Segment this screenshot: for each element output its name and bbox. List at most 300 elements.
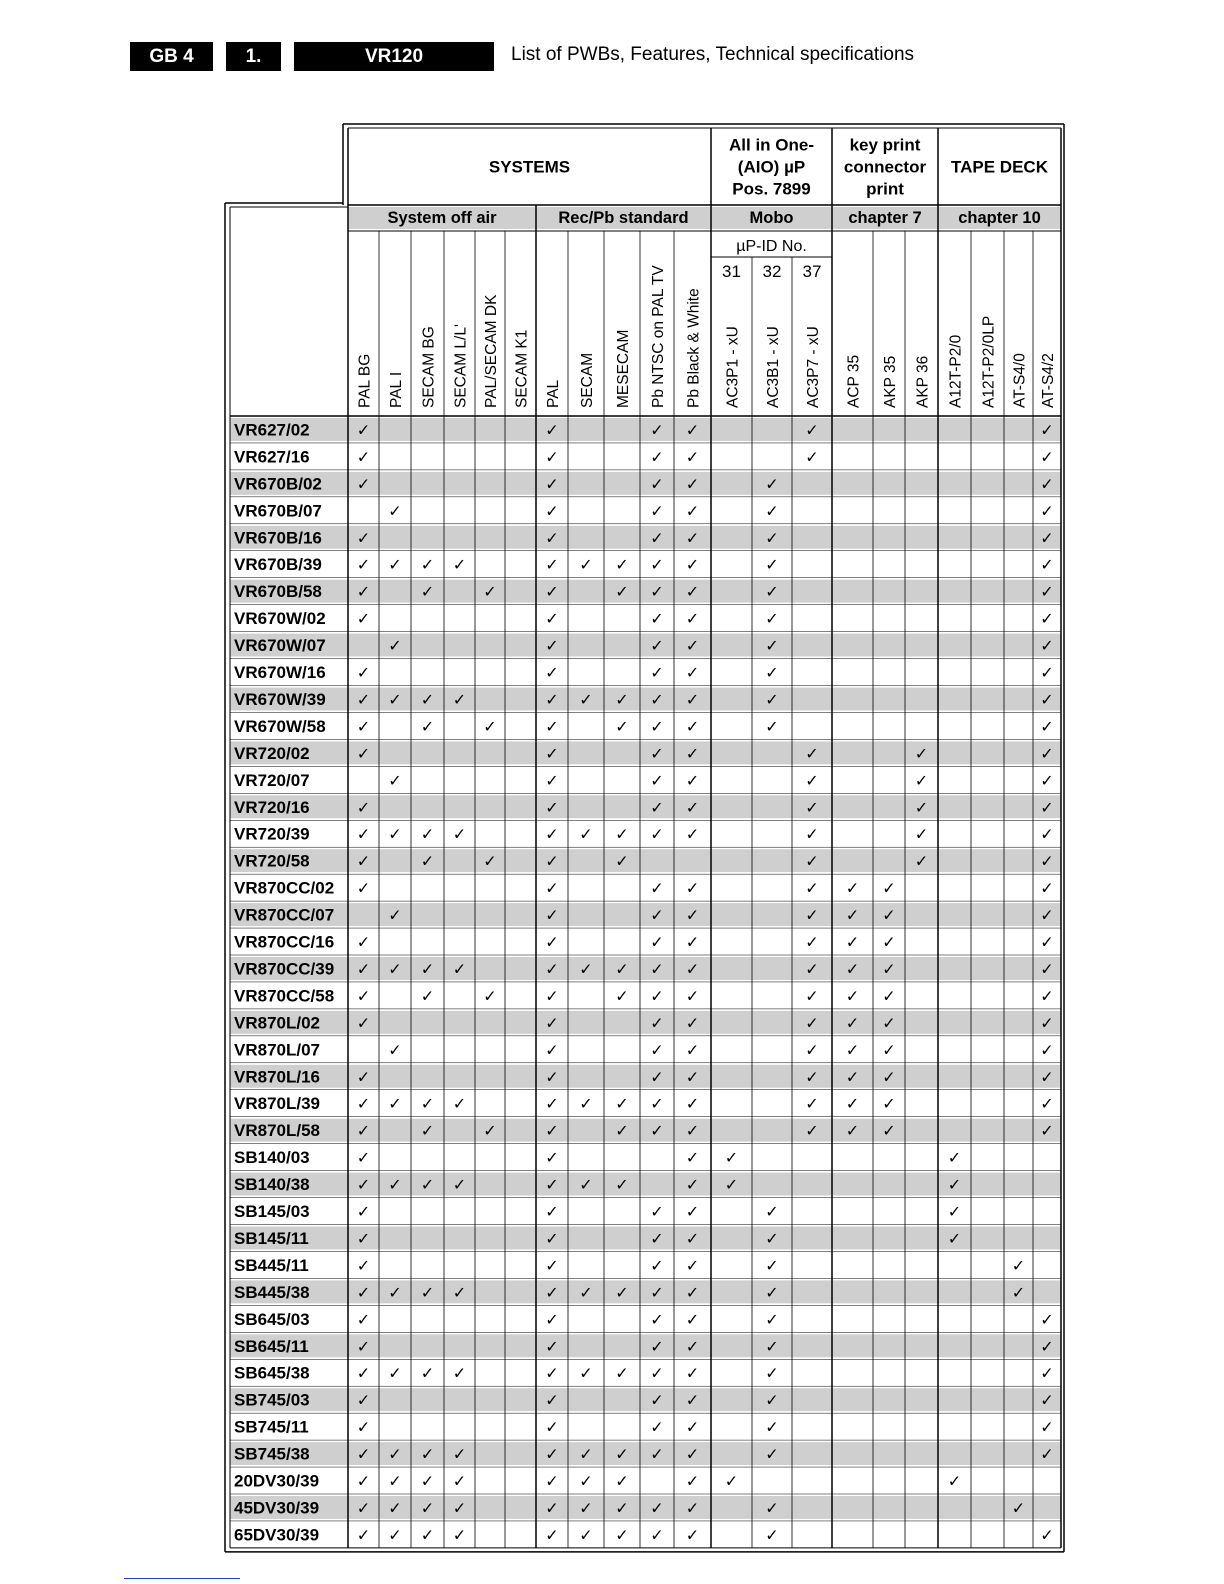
check-mark: ✓ — [388, 1284, 402, 1302]
check-mark: ✓ — [1040, 503, 1054, 521]
check-mark: ✓ — [356, 611, 371, 629]
check-mark: ✓ — [420, 1500, 435, 1518]
check-mark: ✓ — [579, 1284, 593, 1302]
model-badge: VR120 — [294, 42, 494, 71]
model-name: VR670B/16 — [234, 528, 322, 548]
check-mark: ✓ — [1040, 826, 1054, 844]
row-shade — [230, 957, 1061, 980]
check-mark: ✓ — [1040, 1527, 1054, 1545]
check-mark: ✓ — [765, 691, 779, 709]
check-mark: ✓ — [545, 1015, 559, 1033]
check-mark: ✓ — [420, 1446, 435, 1464]
check-mark: ✓ — [483, 718, 497, 736]
check-mark: ✓ — [356, 1257, 371, 1275]
check-mark: ✓ — [420, 1365, 435, 1383]
check-mark: ✓ — [650, 880, 664, 898]
check-mark: ✓ — [685, 530, 700, 548]
check-mark: ✓ — [356, 1500, 371, 1518]
check-mark: ✓ — [545, 530, 559, 548]
check-mark: ✓ — [420, 988, 435, 1006]
check-mark: ✓ — [1040, 718, 1054, 736]
check-mark: ✓ — [1040, 1338, 1054, 1356]
check-mark: ✓ — [650, 1311, 664, 1329]
check-mark: ✓ — [650, 1230, 664, 1248]
check-mark: ✓ — [356, 1446, 371, 1464]
check-mark: ✓ — [845, 934, 860, 952]
model-name: SB145/03 — [234, 1202, 310, 1222]
check-mark: ✓ — [545, 1096, 559, 1114]
model-name: VR870L/02 — [234, 1013, 320, 1033]
check-mark: ✓ — [765, 1338, 779, 1356]
check-mark: ✓ — [685, 557, 700, 575]
check-mark: ✓ — [615, 826, 629, 844]
subgroup-label: System off air — [387, 209, 497, 227]
subgroup-label: chapter 7 — [848, 209, 922, 227]
column-header: AKP 35 — [882, 355, 899, 408]
check-mark: ✓ — [650, 1042, 664, 1060]
check-mark: ✓ — [685, 1419, 700, 1437]
row-shade — [230, 580, 1061, 603]
check-mark: ✓ — [579, 557, 593, 575]
check-mark: ✓ — [1040, 584, 1054, 602]
check-mark: ✓ — [356, 476, 371, 494]
check-mark: ✓ — [650, 1419, 664, 1437]
check-mark: ✓ — [615, 1473, 629, 1491]
check-mark: ✓ — [650, 1096, 664, 1114]
model-name: SB145/11 — [234, 1228, 309, 1248]
check-mark: ✓ — [452, 1284, 467, 1302]
check-mark: ✓ — [579, 826, 593, 844]
check-mark: ✓ — [420, 718, 435, 736]
check-mark: ✓ — [650, 638, 664, 656]
check-mark: ✓ — [615, 1284, 629, 1302]
check-mark: ✓ — [356, 584, 371, 602]
check-mark: ✓ — [1040, 422, 1054, 440]
check-mark: ✓ — [650, 503, 664, 521]
check-mark: ✓ — [685, 1042, 700, 1060]
check-mark: ✓ — [650, 1365, 664, 1383]
check-mark: ✓ — [650, 934, 664, 952]
check-mark: ✓ — [452, 1527, 467, 1545]
check-mark: ✓ — [650, 1015, 664, 1033]
check-mark: ✓ — [388, 907, 402, 925]
check-mark: ✓ — [685, 638, 700, 656]
model-name: 20DV30/39 — [234, 1471, 320, 1491]
check-mark: ✓ — [685, 934, 700, 952]
check-mark: ✓ — [805, 422, 819, 440]
check-mark: ✓ — [765, 665, 779, 683]
check-mark: ✓ — [356, 1338, 371, 1356]
model-name: VR720/02 — [234, 743, 310, 763]
check-mark: ✓ — [420, 1177, 435, 1195]
model-name: 45DV30/39 — [234, 1498, 320, 1518]
column-header: AT-S4/2 — [1040, 353, 1057, 408]
check-mark: ✓ — [420, 1473, 435, 1491]
check-mark: ✓ — [545, 1257, 559, 1275]
check-mark: ✓ — [685, 718, 700, 736]
column-header: MESECAM — [615, 329, 632, 408]
row-shade — [230, 418, 1061, 441]
check-mark: ✓ — [1040, 880, 1054, 898]
row-shade — [230, 1442, 1061, 1465]
check-mark: ✓ — [685, 1257, 700, 1275]
check-mark: ✓ — [914, 772, 929, 790]
row-shade — [230, 741, 1061, 764]
check-mark: ✓ — [356, 1096, 371, 1114]
check-mark: ✓ — [845, 961, 860, 979]
check-mark: ✓ — [545, 1177, 559, 1195]
row-shade — [230, 1227, 1061, 1250]
check-mark: ✓ — [685, 1177, 700, 1195]
check-mark: ✓ — [1040, 611, 1054, 629]
model-name: VR670B/58 — [234, 582, 322, 602]
check-mark: ✓ — [545, 1230, 559, 1248]
check-mark: ✓ — [805, 745, 819, 763]
check-mark: ✓ — [1040, 691, 1054, 709]
check-mark: ✓ — [452, 961, 467, 979]
check-mark: ✓ — [685, 1069, 700, 1087]
check-mark: ✓ — [650, 422, 664, 440]
check-mark: ✓ — [615, 584, 629, 602]
check-mark: ✓ — [882, 1015, 896, 1033]
model-name: VR627/02 — [234, 420, 310, 440]
check-mark: ✓ — [545, 907, 559, 925]
check-mark: ✓ — [1011, 1284, 1026, 1302]
check-mark: ✓ — [805, 826, 819, 844]
check-mark: ✓ — [388, 772, 402, 790]
check-mark: ✓ — [685, 988, 700, 1006]
check-mark: ✓ — [1040, 1311, 1054, 1329]
check-mark: ✓ — [685, 1446, 700, 1464]
model-name: SB745/38 — [234, 1444, 310, 1464]
column-header: PAL BG — [356, 353, 374, 408]
check-mark: ✓ — [420, 853, 435, 871]
check-mark: ✓ — [545, 1338, 559, 1356]
check-mark: ✓ — [882, 934, 896, 952]
check-mark: ✓ — [882, 880, 896, 898]
check-mark: ✓ — [845, 1069, 860, 1087]
check-mark: ✓ — [545, 584, 559, 602]
check-mark: ✓ — [1040, 1096, 1054, 1114]
check-mark: ✓ — [650, 1527, 664, 1545]
check-mark: ✓ — [545, 476, 559, 494]
check-mark: ✓ — [1040, 907, 1054, 925]
check-mark: ✓ — [882, 1096, 896, 1114]
check-mark: ✓ — [579, 1527, 593, 1545]
check-mark: ✓ — [805, 988, 819, 1006]
check-mark: ✓ — [685, 611, 700, 629]
check-mark: ✓ — [356, 745, 371, 763]
row-shade — [230, 1011, 1061, 1034]
check-mark: ✓ — [388, 1365, 402, 1383]
check-mark: ✓ — [650, 988, 664, 1006]
check-mark: ✓ — [882, 1069, 896, 1087]
check-mark: ✓ — [420, 826, 435, 844]
check-mark: ✓ — [1040, 1123, 1054, 1141]
check-mark: ✓ — [765, 476, 779, 494]
check-mark: ✓ — [545, 691, 559, 709]
check-mark: ✓ — [765, 1284, 779, 1302]
check-mark: ✓ — [452, 1500, 467, 1518]
column-header: AC3P1 - xU — [724, 326, 742, 408]
check-mark: ✓ — [685, 880, 700, 898]
micro-id-header: µP-ID No. — [736, 238, 807, 255]
check-mark: ✓ — [765, 503, 779, 521]
column-header: AKP 36 — [914, 355, 932, 408]
check-mark: ✓ — [615, 1446, 629, 1464]
check-mark: ✓ — [356, 1015, 371, 1033]
row-shade — [230, 1388, 1061, 1411]
check-mark: ✓ — [882, 988, 896, 1006]
check-mark: ✓ — [685, 799, 700, 817]
check-mark: ✓ — [545, 1446, 559, 1464]
check-mark: ✓ — [805, 1015, 819, 1033]
check-mark: ✓ — [356, 1204, 371, 1222]
check-mark: ✓ — [805, 934, 819, 952]
check-mark: ✓ — [545, 745, 559, 763]
check-mark: ✓ — [388, 1527, 402, 1545]
check-mark: ✓ — [845, 1042, 860, 1060]
model-name: VR870CC/58 — [234, 986, 335, 1006]
check-mark: ✓ — [650, 1446, 664, 1464]
check-mark: ✓ — [650, 772, 664, 790]
check-mark: ✓ — [1011, 1257, 1026, 1275]
check-mark: ✓ — [579, 1177, 593, 1195]
check-mark: ✓ — [650, 1257, 664, 1275]
check-mark: ✓ — [356, 826, 371, 844]
group-title: All in One- — [729, 135, 814, 155]
check-mark: ✓ — [765, 557, 779, 575]
check-mark: ✓ — [650, 557, 664, 575]
check-mark: ✓ — [545, 880, 559, 898]
check-mark: ✓ — [1040, 1069, 1054, 1087]
row-shade — [230, 526, 1061, 549]
check-mark: ✓ — [685, 1473, 700, 1491]
check-mark: ✓ — [650, 1284, 664, 1302]
check-mark: ✓ — [765, 1500, 779, 1518]
group-title: key print — [849, 135, 921, 155]
check-mark: ✓ — [685, 1338, 700, 1356]
check-mark: ✓ — [545, 1311, 559, 1329]
check-mark: ✓ — [765, 1527, 779, 1545]
check-mark: ✓ — [356, 1284, 371, 1302]
check-mark: ✓ — [356, 1419, 371, 1437]
row-shade — [230, 1173, 1061, 1196]
check-mark: ✓ — [1040, 638, 1054, 656]
check-mark: ✓ — [845, 1015, 860, 1033]
model-name: 65DV30/39 — [234, 1525, 320, 1545]
check-mark: ✓ — [356, 691, 371, 709]
check-mark: ✓ — [685, 1527, 700, 1545]
check-mark: ✓ — [650, 1123, 664, 1141]
check-mark: ✓ — [483, 584, 497, 602]
check-mark: ✓ — [685, 745, 700, 763]
check-mark: ✓ — [388, 1473, 402, 1491]
row-shade — [230, 688, 1061, 711]
micro-id: 32 — [762, 262, 782, 281]
check-mark: ✓ — [1040, 799, 1054, 817]
model-name: VR720/07 — [234, 770, 310, 790]
check-mark: ✓ — [356, 880, 371, 898]
check-mark: ✓ — [452, 557, 467, 575]
check-mark: ✓ — [483, 853, 497, 871]
model-name: SB140/03 — [234, 1148, 310, 1168]
check-mark: ✓ — [685, 1230, 700, 1248]
model-name: VR870L/07 — [234, 1040, 320, 1060]
check-mark: ✓ — [452, 1096, 467, 1114]
check-mark: ✓ — [805, 449, 819, 467]
check-mark: ✓ — [1040, 988, 1054, 1006]
check-mark: ✓ — [765, 638, 779, 656]
check-mark: ✓ — [765, 1419, 779, 1437]
check-mark: ✓ — [615, 1527, 629, 1545]
check-mark: ✓ — [356, 1069, 371, 1087]
check-mark: ✓ — [545, 826, 559, 844]
check-mark: ✓ — [388, 691, 402, 709]
check-mark: ✓ — [545, 1204, 559, 1222]
check-mark: ✓ — [805, 1096, 819, 1114]
check-mark: ✓ — [685, 476, 700, 494]
check-mark: ✓ — [545, 638, 559, 656]
check-mark: ✓ — [545, 772, 559, 790]
check-mark: ✓ — [615, 988, 629, 1006]
check-mark: ✓ — [1040, 530, 1054, 548]
check-mark: ✓ — [1011, 1500, 1026, 1518]
micro-id: 31 — [722, 262, 741, 281]
check-mark: ✓ — [545, 718, 559, 736]
check-mark: ✓ — [483, 1123, 497, 1141]
check-mark: ✓ — [545, 449, 559, 467]
check-mark: ✓ — [420, 1284, 435, 1302]
check-mark: ✓ — [545, 799, 559, 817]
check-mark: ✓ — [356, 1123, 371, 1141]
check-mark: ✓ — [579, 1446, 593, 1464]
check-mark: ✓ — [650, 1069, 664, 1087]
footer-rule — [124, 1578, 240, 1579]
model-name: VR720/16 — [234, 797, 310, 817]
model-name: VR870L/39 — [234, 1094, 320, 1114]
check-mark: ✓ — [845, 1096, 860, 1114]
check-mark: ✓ — [845, 988, 860, 1006]
check-mark: ✓ — [452, 1177, 467, 1195]
column-header: PAL I — [388, 371, 405, 408]
check-mark: ✓ — [545, 422, 559, 440]
check-mark: ✓ — [947, 1204, 962, 1222]
group-title: connector — [843, 157, 927, 177]
check-mark: ✓ — [1040, 934, 1054, 952]
check-mark: ✓ — [650, 611, 664, 629]
model-name: VR870CC/16 — [234, 932, 335, 952]
model-name: VR627/16 — [234, 447, 310, 467]
check-mark: ✓ — [356, 557, 371, 575]
check-mark: ✓ — [1040, 961, 1054, 979]
check-mark: ✓ — [650, 1204, 664, 1222]
check-mark: ✓ — [805, 880, 819, 898]
check-mark: ✓ — [356, 1527, 371, 1545]
check-mark: ✓ — [650, 1338, 664, 1356]
check-mark: ✓ — [765, 1392, 779, 1410]
check-mark: ✓ — [1040, 1365, 1054, 1383]
check-mark: ✓ — [545, 1365, 559, 1383]
column-header: Pb NTSC on PAL TV — [650, 265, 667, 408]
check-mark: ✓ — [947, 1150, 962, 1168]
check-mark: ✓ — [615, 1123, 629, 1141]
column-header: PAL/SECAM DK — [483, 294, 500, 408]
check-mark: ✓ — [420, 557, 435, 575]
check-mark: ✓ — [845, 1123, 860, 1141]
check-mark: ✓ — [545, 988, 559, 1006]
column-header: A12T-P2/0 — [947, 334, 965, 408]
group-title: print — [866, 179, 904, 199]
row-shade — [230, 1280, 1061, 1303]
subgroup-label: chapter 10 — [958, 209, 1041, 227]
column-header: A12T-P2/0LP — [980, 315, 998, 408]
check-mark: ✓ — [724, 1150, 739, 1168]
check-mark: ✓ — [805, 907, 819, 925]
column-header: AT-S4/0 — [1011, 353, 1029, 408]
check-mark: ✓ — [356, 665, 371, 683]
check-mark: ✓ — [388, 1446, 402, 1464]
check-mark: ✓ — [765, 584, 779, 602]
check-mark: ✓ — [650, 1392, 664, 1410]
row-shade — [230, 1065, 1061, 1088]
check-mark: ✓ — [685, 826, 700, 844]
check-mark: ✓ — [685, 961, 700, 979]
check-mark: ✓ — [356, 988, 371, 1006]
group-title: (AIO) µP — [737, 157, 806, 177]
check-mark: ✓ — [579, 1500, 593, 1518]
check-mark: ✓ — [914, 853, 929, 871]
check-mark: ✓ — [388, 638, 402, 656]
model-name: SB645/11 — [234, 1336, 309, 1356]
check-mark: ✓ — [882, 1123, 896, 1141]
subgroup-label: Mobo — [749, 209, 794, 227]
check-mark: ✓ — [388, 557, 402, 575]
check-mark: ✓ — [388, 1096, 402, 1114]
check-mark: ✓ — [1040, 1392, 1054, 1410]
check-mark: ✓ — [545, 1419, 559, 1437]
check-mark: ✓ — [650, 476, 664, 494]
check-mark: ✓ — [765, 1257, 779, 1275]
check-mark: ✓ — [388, 1177, 402, 1195]
check-mark: ✓ — [356, 1177, 371, 1195]
check-mark: ✓ — [765, 530, 779, 548]
check-mark: ✓ — [545, 1069, 559, 1087]
check-mark: ✓ — [685, 422, 700, 440]
check-mark: ✓ — [1040, 665, 1054, 683]
check-mark: ✓ — [545, 557, 559, 575]
model-name: VR670B/39 — [234, 555, 322, 575]
check-mark: ✓ — [845, 907, 860, 925]
check-mark: ✓ — [685, 1096, 700, 1114]
check-mark: ✓ — [545, 1284, 559, 1302]
model-name: SB645/03 — [234, 1309, 310, 1329]
check-mark: ✓ — [356, 1473, 371, 1491]
check-mark: ✓ — [650, 530, 664, 548]
check-mark: ✓ — [650, 449, 664, 467]
check-mark: ✓ — [765, 1311, 779, 1329]
check-mark: ✓ — [356, 961, 371, 979]
check-mark: ✓ — [650, 1500, 664, 1518]
check-mark: ✓ — [388, 1500, 402, 1518]
check-mark: ✓ — [685, 584, 700, 602]
column-header: AC3P7 - xU — [805, 326, 822, 408]
check-mark: ✓ — [545, 665, 559, 683]
micro-id: 37 — [802, 262, 822, 281]
check-mark: ✓ — [805, 853, 819, 871]
check-mark: ✓ — [650, 665, 664, 683]
check-mark: ✓ — [685, 772, 700, 790]
